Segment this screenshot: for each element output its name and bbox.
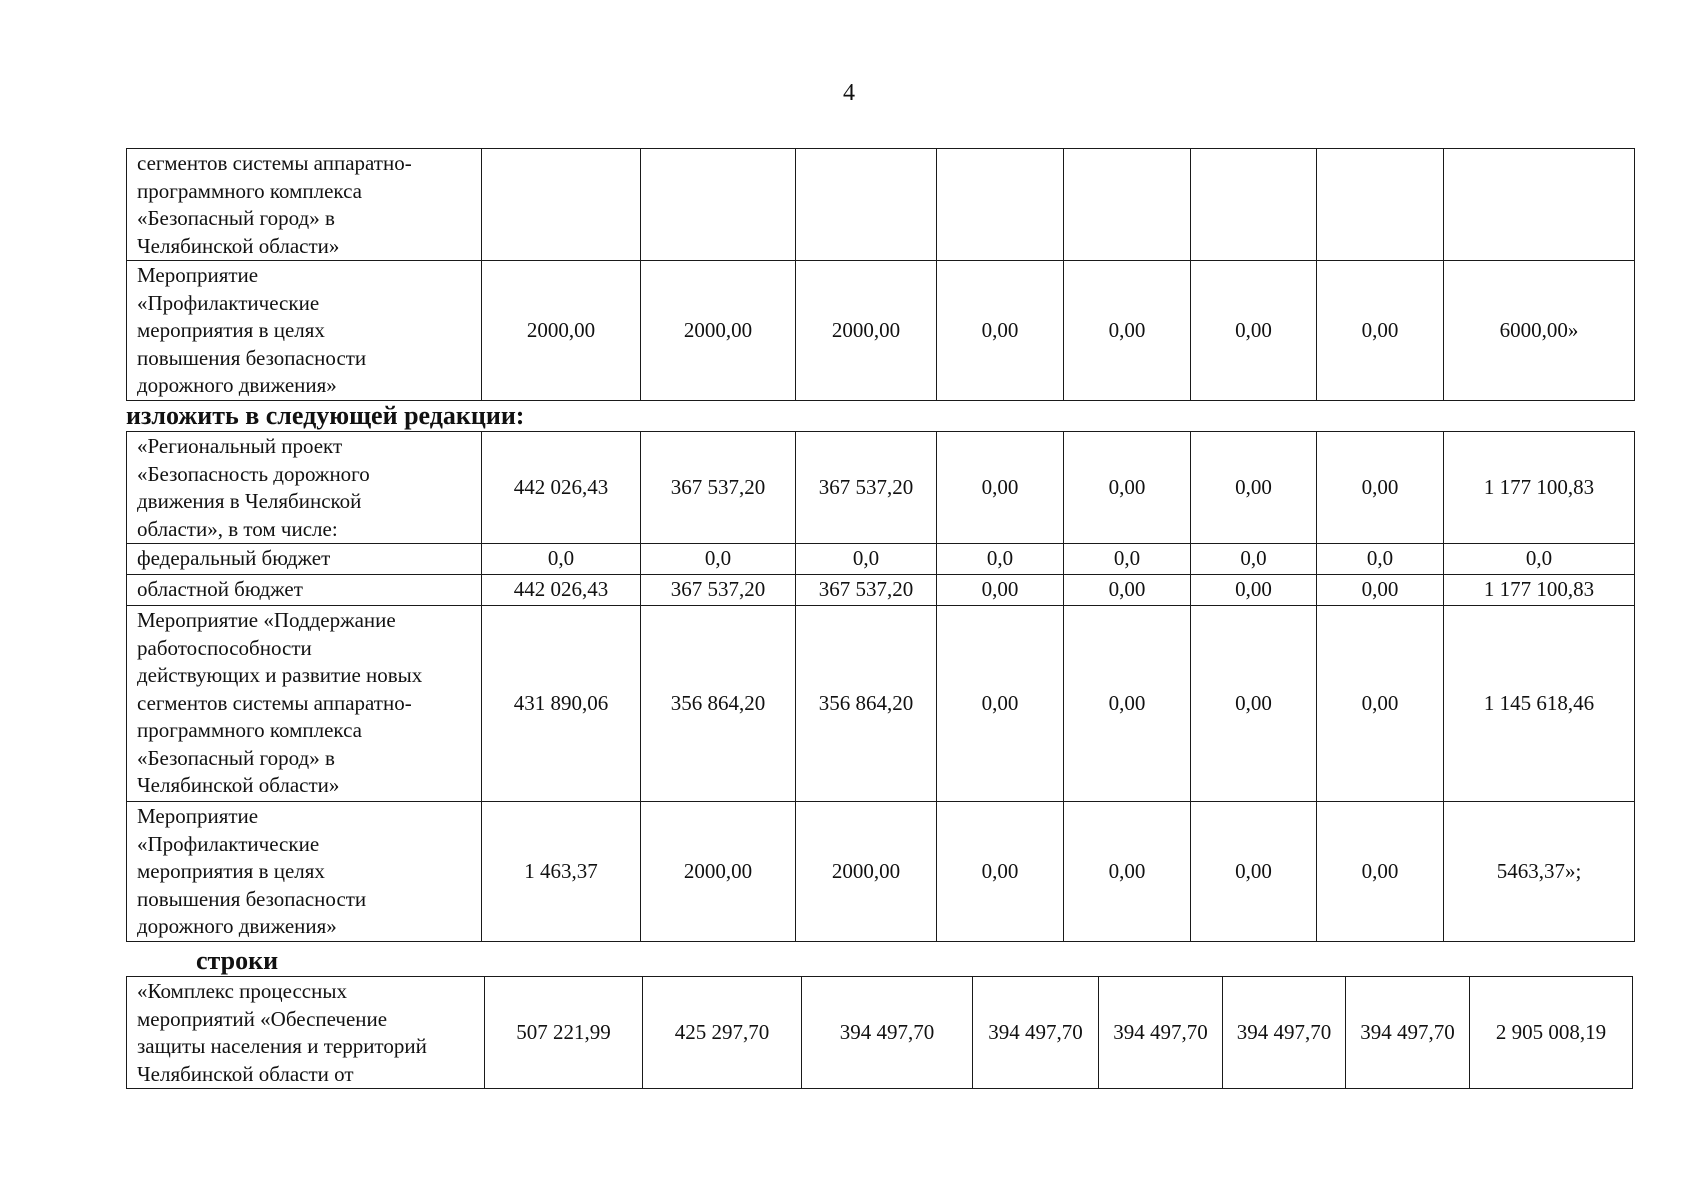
row-label-line: работоспособности — [137, 635, 312, 660]
row-label-cell — [127, 606, 482, 802]
row-label-line: «Профилактические — [137, 831, 320, 856]
row-label-line: защиты населения и территорий — [137, 1034, 427, 1058]
row-label-line: дорожного движения» — [137, 373, 337, 397]
value-cell: 367 537,20 — [796, 575, 937, 606]
section-heading: строки — [196, 946, 279, 975]
table-row — [127, 544, 1635, 575]
value-cell: 394 497,70 — [1099, 977, 1223, 1089]
value-cell: 0,0 — [1191, 544, 1317, 575]
budget-table-new-wording — [126, 431, 1635, 942]
row-label-line: «Комплекс процессных — [137, 979, 347, 1003]
value-cell: 1 145 618,46 — [1444, 606, 1635, 802]
value-cell: 2000,00 — [796, 261, 937, 401]
budget-table-continued — [126, 148, 1635, 401]
value-cell: 6000,00» — [1444, 261, 1635, 401]
value-cell: 0,00 — [937, 606, 1064, 802]
value-cell — [937, 149, 1064, 261]
value-cell: 425 297,70 — [643, 977, 802, 1089]
value-cell — [641, 149, 796, 261]
row-label-line: мероприятия в целях — [137, 859, 325, 883]
value-cell: 0,00 — [937, 261, 1064, 401]
value-cell — [1444, 149, 1635, 261]
value-cell: 367 537,20 — [641, 575, 796, 606]
value-cell: 507 221,99 — [485, 977, 643, 1089]
value-cell: 0,00 — [937, 432, 1064, 544]
value-cell: 0,0 — [796, 544, 937, 575]
row-label-line: Мероприятие — [137, 804, 259, 828]
value-cell: 0,00 — [1064, 606, 1191, 802]
value-cell: 0,00 — [1064, 261, 1191, 401]
value-cell: 431 890,06 — [482, 606, 641, 802]
value-cell — [1317, 149, 1444, 261]
row-label-line: программного комплекса — [137, 718, 362, 742]
value-cell: 0,00 — [1317, 432, 1444, 544]
value-cell: 394 497,70 — [973, 977, 1099, 1089]
row-label-line: Мероприятие «Поддержание — [137, 608, 396, 632]
value-cell: 0,0 — [1317, 544, 1444, 575]
row-label-line: действующих и развитие новых — [137, 663, 423, 687]
value-cell: 1 463,37 — [482, 802, 641, 942]
value-cell: 0,00 — [1317, 606, 1444, 802]
table-row — [127, 432, 1635, 544]
value-cell: 0,00 — [1191, 802, 1317, 942]
table-row — [127, 802, 1635, 942]
row-label-line: Челябинской области» — [137, 233, 340, 258]
row-label-line: движения в Челябинской — [137, 489, 362, 513]
value-cell: 0,00 — [1317, 802, 1444, 942]
row-label-line: областной бюджет — [137, 577, 303, 602]
row-label-line: «Региональный проект — [137, 434, 343, 458]
value-cell: 1 177 100,83 — [1444, 575, 1635, 606]
table-row — [127, 261, 1635, 401]
row-label-line: повышения безопасности — [137, 345, 367, 370]
value-cell: 0,00 — [937, 575, 1064, 606]
value-cell: 356 864,20 — [641, 606, 796, 802]
value-cell: 0,0 — [482, 544, 641, 575]
value-cell: 442 026,43 — [482, 575, 641, 606]
row-label-cell — [127, 544, 482, 575]
value-cell: 1 177 100,83 — [1444, 432, 1635, 544]
value-cell: 2000,00 — [482, 261, 641, 401]
value-cell: 2000,00 — [641, 261, 796, 401]
row-label-cell — [127, 149, 482, 261]
value-cell: 367 537,20 — [796, 432, 937, 544]
row-label-line: мероприятий «Обеспечение — [137, 1006, 388, 1031]
value-cell: 0,00 — [1064, 432, 1191, 544]
value-cell: 394 497,70 — [1346, 977, 1470, 1089]
value-cell — [482, 149, 641, 261]
row-label-line: области», в том числе: — [137, 516, 338, 541]
row-label-line: программного комплекса — [137, 178, 362, 203]
value-cell: 0,00 — [1191, 261, 1317, 401]
value-cell: 356 864,20 — [796, 606, 937, 802]
section-heading: изложить в следующей редакции: — [126, 401, 525, 430]
value-cell: 0,0 — [641, 544, 796, 575]
budget-table-next-rows — [126, 976, 1633, 1089]
table-row — [127, 606, 1635, 802]
value-cell: 0,00 — [1064, 575, 1191, 606]
table-row — [127, 149, 1635, 261]
value-cell: 394 497,70 — [1223, 977, 1346, 1089]
value-cell: 0,00 — [1191, 606, 1317, 802]
table-row — [127, 977, 1633, 1089]
value-cell — [1191, 149, 1317, 261]
row-label-line: Мероприятие — [137, 263, 259, 287]
value-cell: 0,00 — [1317, 261, 1444, 401]
value-cell: 0,0 — [1444, 544, 1635, 575]
row-label-line: сегментов системы аппаратно- — [137, 151, 412, 175]
value-cell: 0,00 — [1191, 432, 1317, 544]
value-cell: 2000,00 — [641, 802, 796, 942]
value-cell: 0,00 — [1064, 802, 1191, 942]
row-label-cell — [127, 575, 482, 606]
row-label-line: федеральный бюджет — [137, 546, 331, 571]
row-label-line: Челябинской области» — [137, 773, 340, 797]
value-cell: 2000,00 — [796, 802, 937, 942]
value-cell: 0,00 — [1191, 575, 1317, 606]
value-cell: 0,0 — [937, 544, 1064, 575]
page-number: 4 — [843, 80, 855, 106]
row-label-line: «Безопасность дорожного — [137, 461, 370, 486]
value-cell: 0,0 — [1064, 544, 1191, 575]
value-cell — [1064, 149, 1191, 261]
row-label-line: повышения безопасности — [137, 886, 367, 911]
row-label-line: дорожного движения» — [137, 914, 337, 938]
row-label-line: Челябинской области от — [137, 1061, 354, 1086]
row-label-line: сегментов системы аппаратно- — [137, 690, 412, 715]
value-cell: 394 497,70 — [802, 977, 973, 1089]
row-label-line: «Безопасный город» в — [137, 745, 335, 770]
row-label-cell — [127, 261, 482, 401]
row-label-cell — [127, 802, 482, 942]
row-label-line: «Безопасный город» в — [137, 206, 335, 230]
table-row — [127, 575, 1635, 606]
value-cell: 367 537,20 — [641, 432, 796, 544]
value-cell: 0,00 — [937, 802, 1064, 942]
row-label-cell — [127, 432, 482, 544]
value-cell — [796, 149, 937, 261]
value-cell: 442 026,43 — [482, 432, 641, 544]
row-label-line: «Профилактические — [137, 290, 320, 315]
value-cell: 5463,37»; — [1444, 802, 1635, 942]
row-label-line: мероприятия в целях — [137, 318, 325, 342]
row-label-cell — [127, 977, 485, 1089]
value-cell: 0,00 — [1317, 575, 1444, 606]
value-cell: 2 905 008,19 — [1470, 977, 1633, 1089]
